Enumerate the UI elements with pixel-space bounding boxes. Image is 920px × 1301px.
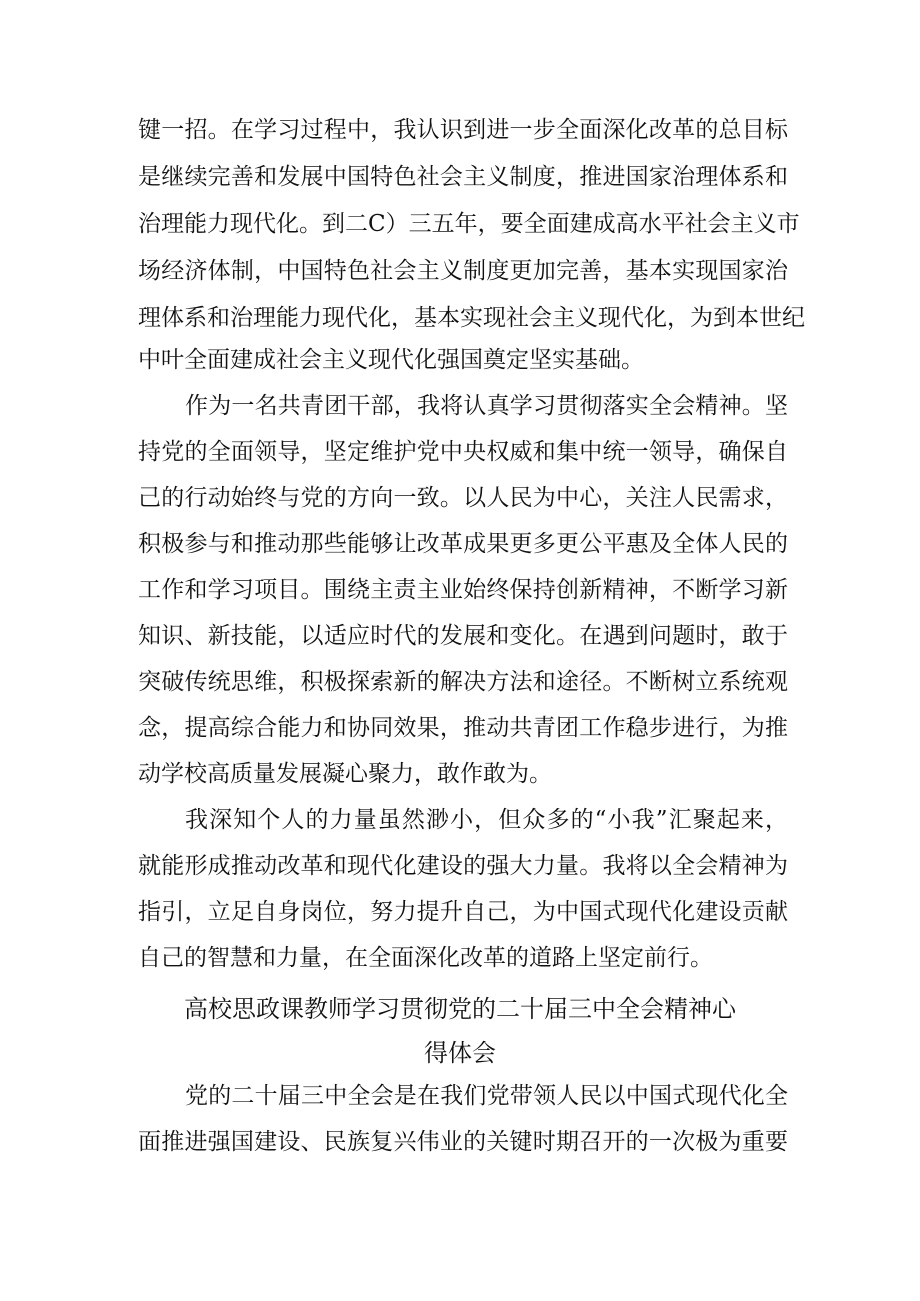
paragraph-2-line-6: 知识、新技能，以适应时代的发展和变化。在遇到问题时，敢于: [138, 623, 788, 649]
paragraph-1-line-1: 键一招。在学习过程中，我认识到进一步全面深化改革的总目标: [138, 117, 788, 143]
paragraph-2-line-4: 积极参与和推动那些能够让改革成果更多更公平惠及全体人民的: [138, 531, 788, 557]
paragraph-1-line-6: 中叶全面建成社会主义现代化强国奠定坚实基础。: [138, 347, 644, 373]
paragraph-1-line-4: 场经济体制，中国特色社会主义制度更加完善，基本实现国家治: [138, 258, 788, 284]
paragraph-3-line-2: 就能形成推动改革和现代化建设的强大力量。我将以全会精神为: [138, 853, 788, 879]
paragraph-1-line-3: 治理能力现代化。到二C）三五年，要全面建成高水平社会主义市: [138, 211, 800, 237]
paragraph-2-line-1: 作为一名共青团干部，我将认真学习贯彻落实全会精神。坚: [185, 393, 788, 419]
article-title-line-2: 得体会: [424, 1039, 496, 1067]
paragraph-2-line-5: 工作和学习项目。围绕主责主业始终保持创新精神，不断学习新: [138, 577, 788, 603]
paragraph-3-line-4: 自己的智慧和力量，在全面深化改革的道路上坚定前行。: [138, 945, 713, 971]
paragraph-3-line-3: 指引，立足自身岗位，努力提升自己，为中国式现代化建设贡献: [138, 899, 788, 925]
paragraph-4-line-2: 面推进强国建设、民族复兴伟业的关键时期召开的一次极为重要: [138, 1129, 788, 1155]
paragraph-3-line-1: 我深知个人的力量虽然渺小，但众多的“小我”汇聚起来，: [185, 807, 788, 833]
paragraph-2-line-8: 念，提高综合能力和协同效果，推动共青团工作稳步进行，为推: [138, 715, 788, 741]
paragraph-4-line-1: 党的二十届三中全会是在我们党带领人民以中国式现代化全: [185, 1083, 788, 1109]
article-title-line-1: 高校思政课教师学习贯彻党的二十届三中全会精神心: [184, 995, 736, 1023]
paragraph-2-line-9: 动学校高质量发展凝心聚力，敢作敢为。: [138, 761, 552, 787]
paragraph-2-line-3: 己的行动始终与党的方向一致。以人民为中心，关注人民需求，: [138, 485, 788, 511]
paragraph-2-line-2: 持党的全面领导，坚定维护党中央权威和集中统一领导，确保自: [138, 439, 788, 465]
paragraph-2-line-7: 突破传统思维，积极探索新的解决方法和途径。不断树立系统观: [138, 669, 788, 695]
paragraph-1-line-5: 理体系和治理能力现代化，基本实现社会主义现代化，为到本世纪: [138, 305, 805, 331]
paragraph-1-line-2: 是继续完善和发展中国特色社会主义制度，推进国家治理体系和: [138, 164, 788, 190]
